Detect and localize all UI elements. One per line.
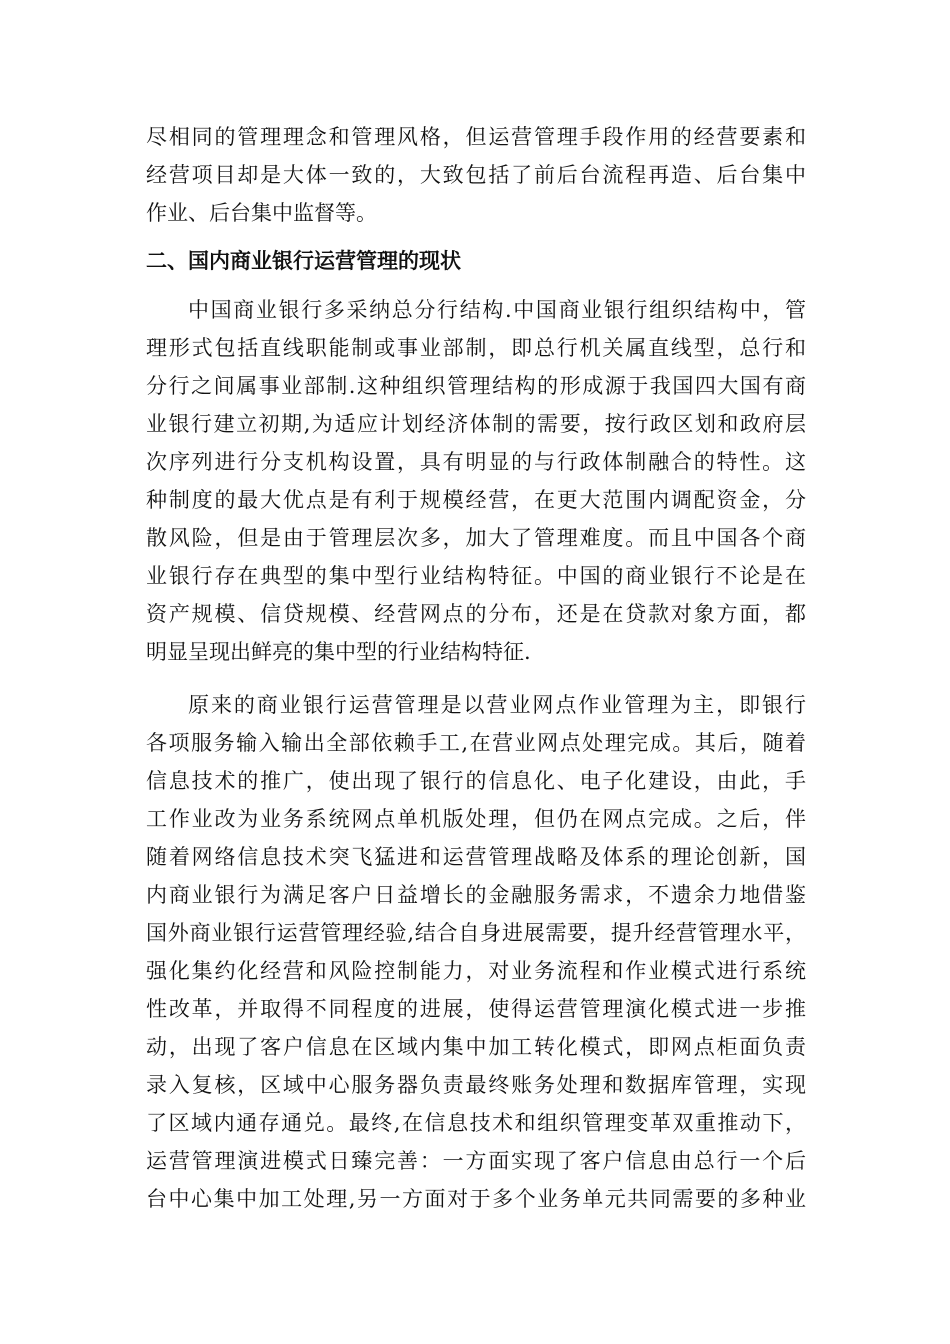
text-line: 工作业改为业务系统网点单机版处理，但仍在网点完成。之后，伴	[146, 807, 806, 831]
text-line: 明显呈现出鲜亮的集中型的行业结构特征.	[146, 640, 531, 664]
text-line: 业银行建立初期,为适应计划经济体制的需要，按行政区划和政府层	[146, 412, 806, 436]
text-line: 作业、后台集中监督等。	[146, 201, 377, 225]
text-line: 经营项目却是大体一致的，大致包括了前后台流程再造、后台集中	[146, 163, 806, 187]
text-line: 原来的商业银行运营管理是以营业网点作业管理为主，即银行	[188, 693, 806, 717]
text-line: 运营管理演进模式日臻完善：一方面实现了客户信息由总行一个后	[146, 1149, 806, 1173]
text-line: 业银行存在典型的集中型行业结构特征。中国的商业银行不论是在	[146, 564, 806, 588]
text-line: 种制度的最大优点是有利于规模经营，在更大范围内调配资金，分	[146, 488, 806, 512]
text-line: 国外商业银行运营管理经验,结合自身进展需要，提升经营管理水平，	[146, 921, 806, 945]
text-line: 资产规模、信贷规模、经营网点的分布，还是在贷款对象方面，都	[146, 602, 806, 626]
text-line: 信息技术的推广，使出现了银行的信息化、电子化建设，由此，手	[146, 769, 806, 793]
section-heading: 二、国内商业银行运营管理的现状	[146, 249, 461, 273]
text-line: 散风险，但是由于管理层次多，加大了管理难度。而且中国各个商	[146, 526, 806, 550]
text-line: 次序列进行分支机构设置，具有明显的与行政体制融合的特性。这	[146, 450, 806, 474]
text-line: 录入复核，区域中心服务器负责最终账务处理和数据库管理，实现	[146, 1073, 806, 1097]
text-line: 理形式包括直线职能制或事业部制，即总行机关属直线型，总行和	[146, 336, 806, 360]
text-line: 强化集约化经营和风险控制能力，对业务流程和作业模式进行系统	[146, 959, 806, 983]
text-line: 了区域内通存通兑。最终,在信息技术和组织管理变革双重推动下，	[146, 1111, 806, 1135]
text-line: 中国商业银行多采纳总分行结构.中国商业银行组织结构中，管	[188, 298, 806, 322]
text-line: 分行之间属事业部制.这种组织管理结构的形成源于我国四大国有商	[146, 374, 806, 398]
text-line: 动，出现了客户信息在区域内集中加工转化模式，即网点柜面负责	[146, 1035, 806, 1059]
text-line: 性改革，并取得不同程度的进展，使得运营管理演化模式进一步推	[146, 997, 806, 1021]
text-line: 台中心集中加工处理,另一方面对于多个业务单元共同需要的多种业	[146, 1187, 806, 1211]
text-line: 内商业银行为满足客户日益增长的金融服务需求，不遗余力地借鉴	[146, 883, 806, 907]
text-line: 尽相同的管理理念和管理风格，但运营管理手段作用的经营要素和	[146, 125, 806, 149]
text-line: 随着网络信息技术突飞猛进和运营管理战略及体系的理论创新，国	[146, 845, 806, 869]
text-line: 各项服务输入输出全部依赖手工,在营业网点处理完成。其后，随着	[146, 731, 806, 755]
